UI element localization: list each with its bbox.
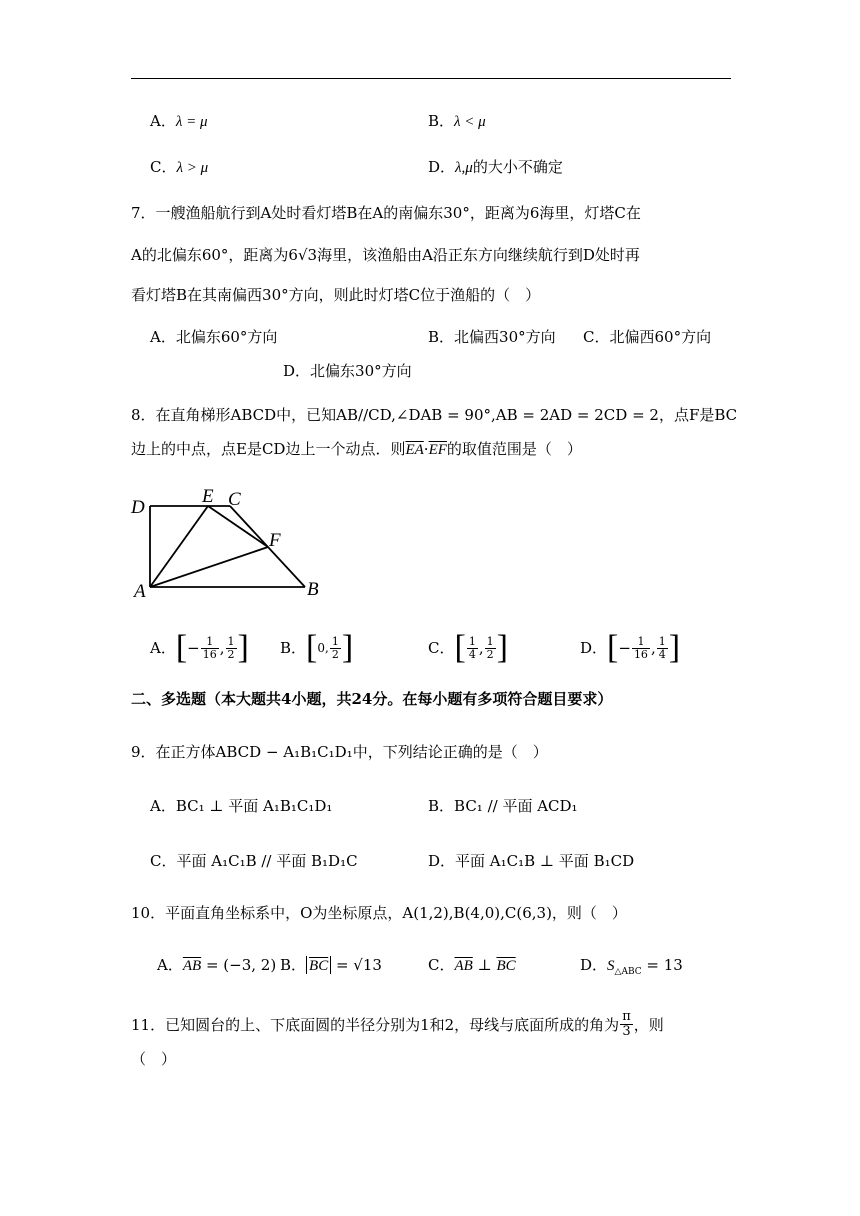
q7-option-a: A．北偏东60°方向 bbox=[150, 328, 278, 346]
q10-option-b: B． $\overline{BC} = √13$ bbox=[280, 956, 382, 974]
q9-option-a: A．BC₁ ⊥ 平面 A₁B₁C₁D₁ bbox=[150, 797, 333, 815]
segment-af bbox=[150, 547, 268, 587]
label-d: D bbox=[131, 497, 145, 518]
label-a: A bbox=[134, 581, 146, 602]
q8-stem-line1: 8．在直角梯形ABCD中，已知AB//CD,∠DAB = 90°,AB = 2AD = 2CD = 2，点F是BC bbox=[131, 406, 738, 424]
label-b: B bbox=[307, 579, 319, 600]
q8-option-a: A． [ − $\frac{1}{16}$ , $\frac{1}{2}$ ] bbox=[150, 629, 249, 666]
q10-option-a: A．$\overline{AB} = (-3$, 2) bbox=[157, 956, 277, 974]
q7-option-b: B．北偏西30°方向 bbox=[428, 328, 556, 346]
segment-ef bbox=[208, 506, 268, 547]
q11-stem-line1: 11．已知圆台的上、下底面圆的半径分别为1和2，母线与底面所成的角为 $\frac{\pi}{3}$ ，则 bbox=[131, 1009, 664, 1039]
label-c: C bbox=[228, 489, 241, 510]
q11-stem-line2: （ ） bbox=[131, 1050, 177, 1068]
q7-stem-line3: 看灯塔B在其南偏西30°方向，则此时灯塔C位于渔船的（ ） bbox=[131, 286, 541, 304]
q9-option-b: B．BC₁ // 平面 ACD₁ bbox=[428, 797, 578, 815]
q8-option-b: B． [ 0, $\frac{1}{2}$ ] bbox=[280, 629, 354, 666]
q6-option-d: D．λ,μ的大小不确定 bbox=[428, 158, 563, 176]
q9-option-c: C．平面 A₁C₁B // 平面 B₁D₁C bbox=[150, 852, 358, 870]
trapezoid-figure bbox=[128, 486, 328, 602]
q10-option-d: D．$S_{\triangle ABC} = 13$ bbox=[580, 956, 683, 977]
q7-option-d: D．北偏东30°方向 bbox=[283, 362, 412, 380]
label-e: E bbox=[202, 486, 214, 507]
q10-option-c: C．$\overline{AB}$ ⊥ $\overline{BC}$ bbox=[428, 956, 516, 974]
q8-option-c: C． [ $\frac{1}{4}$ , $\frac{1}{2}$ ] bbox=[428, 629, 508, 666]
q6-option-a: A．λ = μ bbox=[150, 112, 208, 130]
segment-ae bbox=[150, 506, 208, 587]
q6-option-c: C．λ > μ bbox=[150, 158, 209, 176]
q7-stem-line1: 7．一艘渔船航行到A处时看灯塔B在A的南偏东30°，距离为6海里，灯塔C在 bbox=[131, 204, 641, 222]
section-heading-multiple-choice: 二、多选题（本大题共4小题，共24分。在每小题有多项符合题目要求） bbox=[131, 690, 613, 708]
q6-option-b: B．λ < μ bbox=[428, 112, 486, 130]
q7-option-c: C．北偏西60°方向 bbox=[583, 328, 712, 346]
q8-stem-line2: 边上的中点，点E是CD边上一个动点．则$\overline{EA}\cdot\overline{EF}$的取值范围是（ ） bbox=[131, 440, 582, 458]
q8-option-d: D． [ − $\frac{1}{16}$ , $\frac{1}{4}$ ] bbox=[580, 629, 681, 666]
q9-stem: 9．在正方体ABCD − A₁B₁C₁D₁中，下列结论正确的是（ ） bbox=[131, 743, 548, 761]
q7-stem-line2: A的北偏东60°，距离为6√3海里，该渔船由A沿正东方向继续航行到D处时再 bbox=[131, 246, 640, 264]
q10-stem: 10．平面直角坐标系中，O为坐标原点，A(1,2),B(4,0),C(6,3)，则（ ） bbox=[131, 904, 627, 922]
label-f: F bbox=[269, 530, 281, 551]
q9-option-d: D．平面 A₁C₁B ⊥ 平面 B₁CD bbox=[428, 852, 635, 870]
header-rule bbox=[131, 78, 731, 79]
